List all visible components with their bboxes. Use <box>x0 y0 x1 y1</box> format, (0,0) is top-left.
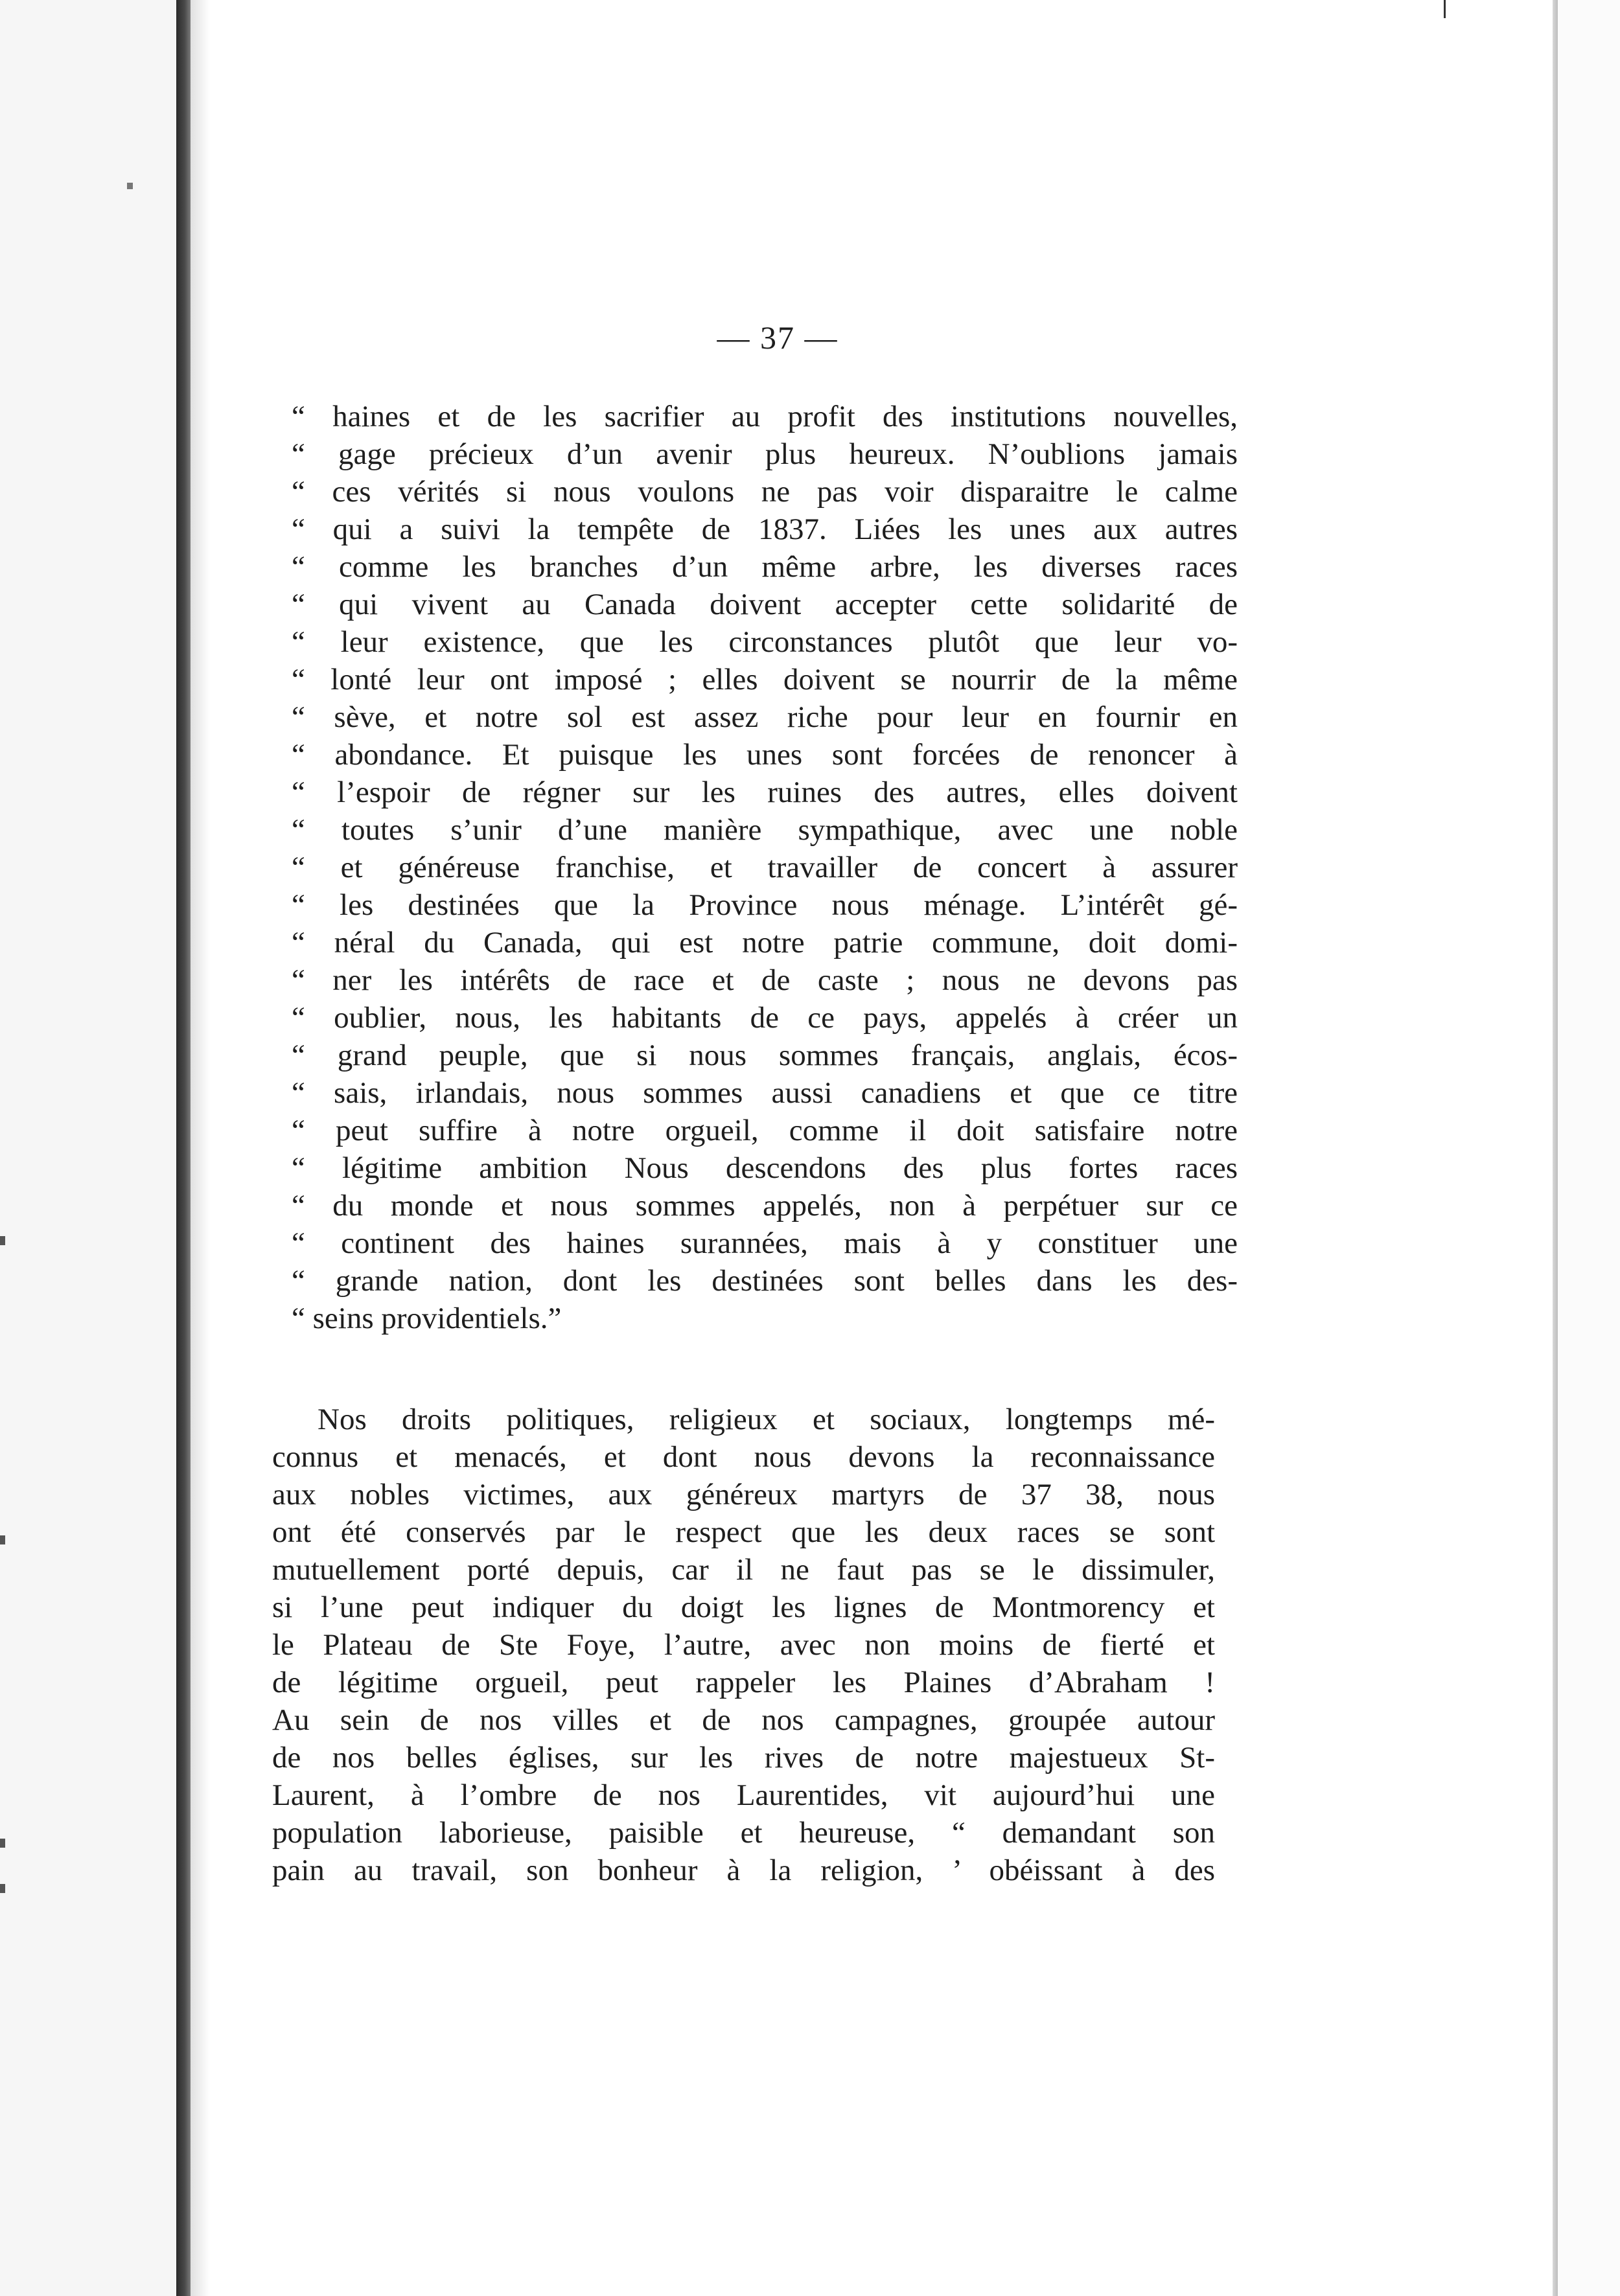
margin-speck <box>0 1839 5 1848</box>
paragraph-line: Nos droits politiques, religieux et sociaux, longtemps mé- <box>318 1403 1215 1436</box>
quote-line: “ légitime ambition Nous descendons des plus fortes races <box>292 1151 1238 1185</box>
quote-line: “ leur existence, que les circonstances plutôt que leur vo- <box>292 625 1238 659</box>
quote-line: “ qui a suivi la tempête de 1837. Liées les unes aux autres <box>292 512 1238 546</box>
margin-speck <box>0 1535 5 1544</box>
quote-line: “ ces vérités si nous voulons ne pas voir disparaitre le calme <box>292 475 1238 509</box>
quote-line: “ peut suffire à notre orgueil, comme il doit satisfaire notre <box>292 1114 1238 1147</box>
quote-line: “ les destinées que la Province nous ménage. L’intérêt gé- <box>292 888 1238 922</box>
quote-line: “ ner les intérêts de race et de caste ; nous ne devons pas <box>292 963 1238 997</box>
quote-line: “ qui vivent au Canada doivent accepter cette solidarité de <box>292 588 1238 621</box>
quote-line: “ sais, irlandais, nous sommes aussi canadiens et que ce titre <box>292 1076 1238 1110</box>
quote-line: “ oublier, nous, les habitants de ce pays, appelés à créer un <box>292 1001 1238 1035</box>
right-page-edge <box>1553 0 1558 2296</box>
quote-line: “ abondance. Et puisque les unes sont forcées de renoncer à <box>292 738 1238 772</box>
quote-line: “ gage précieux d’un avenir plus heureux. N’oublions jamais <box>292 437 1238 471</box>
quote-line: “ lonté leur ont imposé ; elles doivent se nourrir de la même <box>292 663 1238 696</box>
left-page-margin <box>0 0 176 2296</box>
corner-mark <box>1444 0 1446 18</box>
quote-line: “ du monde et nous sommes appelés, non à perpétuer sur ce <box>292 1189 1238 1223</box>
quote-line: “ sève, et notre sol est assez riche pour leur en fournir en <box>292 700 1238 734</box>
paragraph-line: connus et menacés, et dont nous devons la reconnaissance <box>272 1440 1215 1474</box>
paragraph-line: Au sein de nos villes et de nos campagnes, groupée autour <box>272 1703 1215 1737</box>
quote-line: “ continent des haines surannées, mais à y constituer une <box>292 1226 1238 1260</box>
quote-line: “ grande nation, dont les destinées sont belles dans les des- <box>292 1264 1238 1298</box>
margin-speck <box>127 183 133 189</box>
paragraph-line: mutuellement porté depuis, car il ne faut pas se le dissimuler, <box>272 1553 1215 1587</box>
right-page-margin <box>1558 0 1620 2296</box>
paragraph-line: le Plateau de Ste Foye, l’autre, avec non moins de fierté et <box>272 1628 1215 1662</box>
page-number: — 37 — <box>717 319 839 356</box>
quote-line: “ l’espoir de régner sur les ruines des autres, elles doivent <box>292 775 1238 809</box>
quote-line: “ comme les branches d’un même arbre, les diverses races <box>292 550 1238 584</box>
page-spine <box>176 0 191 2296</box>
quote-line: “ haines et de les sacrifier au profit des institutions nouvelles, <box>292 400 1238 433</box>
paragraph-line: pain au travail, son bonheur à la religion, ’ obéissant à des <box>272 1854 1215 1887</box>
paragraph-line: population laborieuse, paisible et heureuse, “ demandant son <box>272 1816 1215 1850</box>
quote-line: “ toutes s’unir d’une manière sympathique, avec une noble <box>292 813 1238 847</box>
paragraph-line: aux nobles victimes, aux généreux martyrs de 37 38, nous <box>272 1478 1215 1511</box>
quote-line: “ et généreuse franchise, et travailler de concert à assurer <box>292 851 1238 884</box>
quote-line: “ grand peuple, que si nous sommes français, anglais, écos- <box>292 1039 1238 1072</box>
quote-line: “ seins providentiels.” <box>292 1302 562 1335</box>
paragraph-line: ont été conservés par le respect que les deux races se sont <box>272 1515 1215 1549</box>
margin-speck <box>0 1884 5 1893</box>
spine-shadow <box>191 0 210 2296</box>
paragraph-line: de légitime orgueil, peut rappeler les Plaines d’Abraham ! <box>272 1666 1215 1699</box>
paragraph-line: de nos belles églises, sur les rives de notre majestueux St- <box>272 1741 1215 1774</box>
paragraph-line: si l’une peut indiquer du doigt les lignes de Montmorency et <box>272 1590 1215 1624</box>
quote-line: “ néral du Canada, qui est notre patrie commune, doit domi- <box>292 926 1238 959</box>
margin-speck <box>0 1236 5 1245</box>
paragraph-line: Laurent, à l’ombre de nos Laurentides, vit aujourd’hui une <box>272 1778 1215 1812</box>
